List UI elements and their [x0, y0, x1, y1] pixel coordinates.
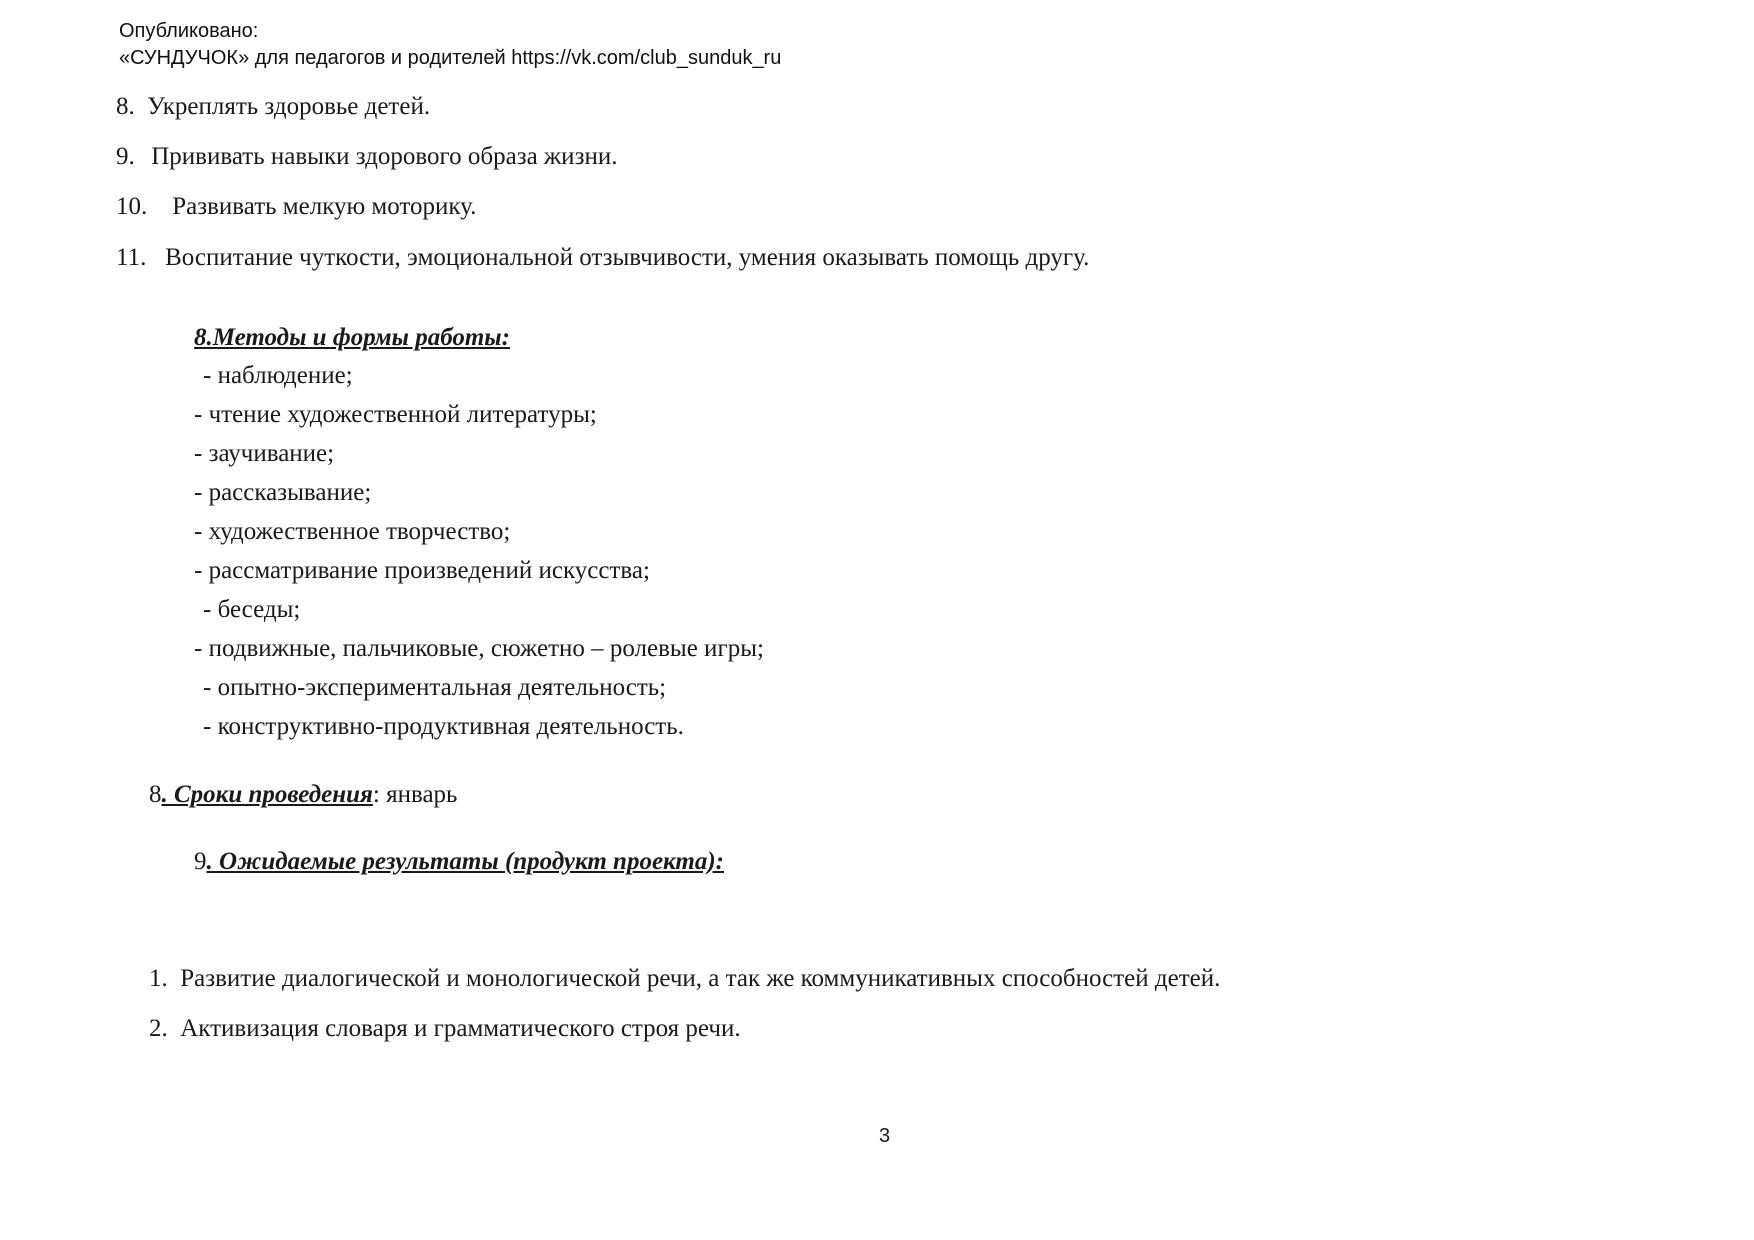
header-source-line: «СУНДУЧОК» для педагогов и родителей https://vk.com/club_sunduk_ru — [119, 47, 782, 69]
list-item-number: 8. — [116, 93, 135, 120]
timing-label: . Сроки проведения — [161, 781, 373, 808]
list-item — [116, 193, 476, 221]
methods-section-title: 8.Методы и формы работы: — [194, 324, 510, 351]
publication-header — [119, 18, 781, 72]
list-item-number: 2. — [149, 1015, 168, 1042]
list-item-text: Развитие диалогической и монологической речи, а так же коммуникативных способностей детей. — [180, 965, 1221, 992]
list-item-text: Воспитание чуткости, эмоциональной отзывчивости, умения оказывать помощь другу. — [165, 244, 1090, 271]
timing-value: : январь — [372, 781, 458, 808]
list-item: - опытно-экспериментальная деятельность; — [203, 674, 667, 701]
list-item: - рассказывание; — [194, 479, 372, 506]
list-item: - художественное творчество; — [194, 518, 511, 545]
list-item — [149, 1015, 741, 1043]
page-number: 3 — [879, 1125, 891, 1147]
list-item-number: 1. — [149, 965, 168, 992]
list-item: - конструктивно-продуктивная деятельность. — [203, 713, 684, 740]
timing-number: 8 — [149, 781, 162, 808]
list-item-text: Укреплять здоровье детей. — [147, 93, 431, 120]
timing-line — [149, 781, 457, 809]
list-item: - заучивание; — [194, 440, 335, 467]
list-item: - подвижные, пальчиковые, сюжетно – ролевые игры; — [194, 635, 764, 662]
list-item: - беседы; — [203, 596, 301, 623]
list-item-text: Активизация словаря и грамматического строя речи. — [180, 1015, 741, 1042]
list-item-number: 10. — [116, 193, 148, 220]
list-item — [116, 143, 617, 171]
list-item — [116, 244, 1089, 272]
expected-label: . Ожидаемые результаты (продукт проекта): — [206, 848, 724, 875]
list-item — [149, 965, 1220, 993]
expected-number: 9 — [194, 848, 207, 875]
list-item-text: Прививать навыки здорового образа жизни. — [151, 143, 618, 170]
header-published-label: Опубликовано: — [119, 20, 259, 42]
list-item-number: 9. — [116, 143, 135, 170]
list-item: - рассматривание произведений искусства; — [194, 557, 650, 584]
list-item: - наблюдение; — [203, 362, 353, 389]
list-item-text: Развивать мелкую моторику. — [172, 193, 477, 220]
list-item-number: 11. — [116, 244, 147, 271]
expected-results-title — [194, 848, 724, 876]
list-item — [116, 93, 430, 121]
list-item: - чтение художественной литературы; — [194, 401, 597, 428]
